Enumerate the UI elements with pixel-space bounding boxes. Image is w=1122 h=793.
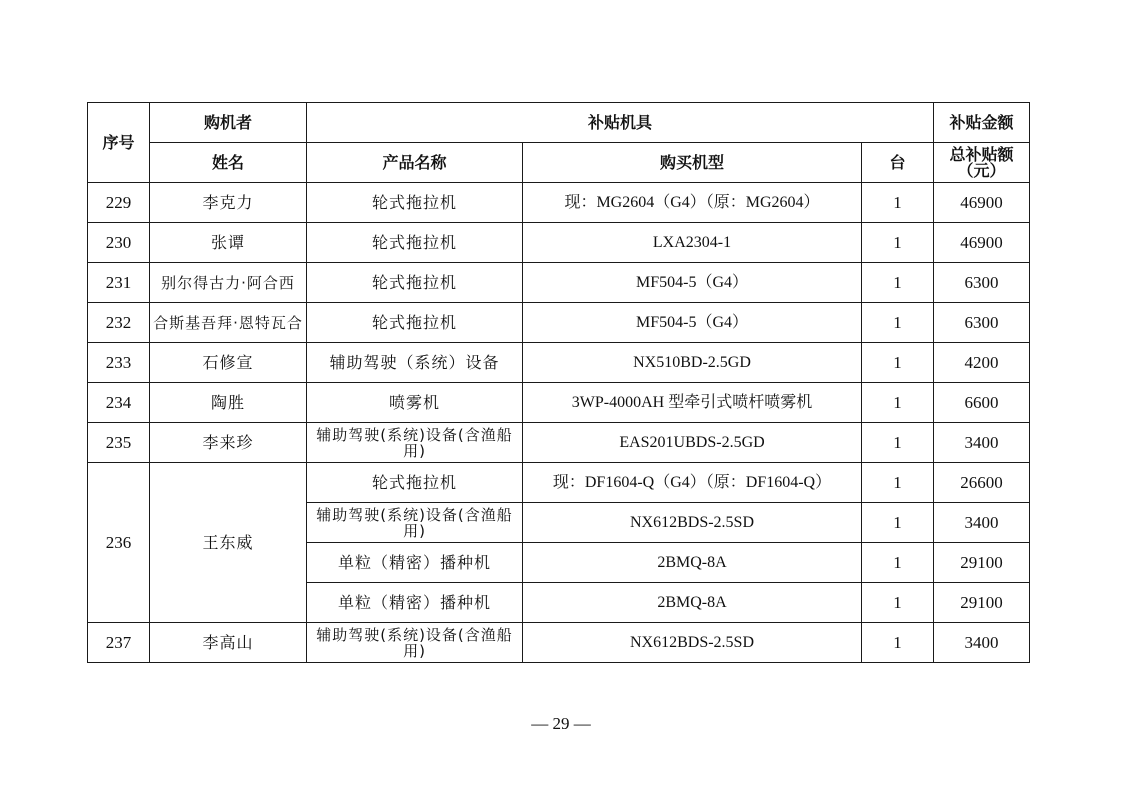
table-row bbox=[88, 463, 1030, 503]
cell-product: 单粒（精密）播种机 bbox=[307, 543, 523, 583]
header-subsidy-amount: 补贴金额 bbox=[934, 103, 1030, 143]
header-model: 购买机型 bbox=[523, 143, 862, 183]
cell-product: 喷雾机 bbox=[307, 383, 523, 423]
cell-model: 2BMQ-8A bbox=[523, 543, 862, 583]
cell-model: LXA2304-1 bbox=[523, 223, 862, 263]
header-name: 姓名 bbox=[150, 143, 307, 183]
cell-seq: 231 bbox=[88, 263, 150, 303]
cell-product: 单粒（精密）播种机 bbox=[307, 583, 523, 623]
cell-units: 1 bbox=[862, 183, 934, 223]
cell-amount: 3400 bbox=[934, 503, 1030, 543]
cell-name: 张谭 bbox=[150, 223, 307, 263]
cell-product: 辅助驾驶(系统)设备(含渔船用) bbox=[307, 623, 523, 663]
cell-units: 1 bbox=[862, 503, 934, 543]
cell-units: 1 bbox=[862, 383, 934, 423]
cell-name: 李高山 bbox=[150, 623, 307, 663]
cell-model: EAS201UBDS-2.5GD bbox=[523, 423, 862, 463]
cell-model: NX612BDS-2.5SD bbox=[523, 503, 862, 543]
header-row-1 bbox=[88, 103, 1030, 143]
cell-name: 王东威 bbox=[150, 463, 307, 623]
cell-units: 1 bbox=[862, 303, 934, 343]
cell-seq: 232 bbox=[88, 303, 150, 343]
cell-seq: 229 bbox=[88, 183, 150, 223]
cell-product: 轮式拖拉机 bbox=[307, 223, 523, 263]
cell-name: 李克力 bbox=[150, 183, 307, 223]
cell-amount: 6600 bbox=[934, 383, 1030, 423]
header-buyer: 购机者 bbox=[150, 103, 307, 143]
cell-product: 辅助驾驶(系统)设备(含渔船用) bbox=[307, 423, 523, 463]
cell-seq: 237 bbox=[88, 623, 150, 663]
cell-amount: 3400 bbox=[934, 423, 1030, 463]
cell-units: 1 bbox=[862, 623, 934, 663]
cell-units: 1 bbox=[862, 223, 934, 263]
cell-amount: 6300 bbox=[934, 303, 1030, 343]
header-row-2 bbox=[88, 143, 1030, 183]
cell-product: 辅助驾驶（系统）设备 bbox=[307, 343, 523, 383]
cell-product: 轮式拖拉机 bbox=[307, 263, 523, 303]
cell-units: 1 bbox=[862, 263, 934, 303]
table-row bbox=[88, 223, 1030, 263]
header-product-name: 产品名称 bbox=[307, 143, 523, 183]
cell-name: 合斯基吾拜·恩特瓦合 bbox=[150, 303, 307, 343]
cell-seq: 235 bbox=[88, 423, 150, 463]
cell-units: 1 bbox=[862, 463, 934, 503]
cell-units: 1 bbox=[862, 543, 934, 583]
subsidy-table bbox=[87, 102, 1030, 663]
cell-product: 轮式拖拉机 bbox=[307, 303, 523, 343]
header-units: 台 bbox=[862, 143, 934, 183]
cell-model: MF504-5（G4） bbox=[523, 303, 862, 343]
cell-name: 别尔得古力·阿合西 bbox=[150, 263, 307, 303]
cell-model: 2BMQ-8A bbox=[523, 583, 862, 623]
header-total-subsidy: 总补贴额（元） bbox=[934, 143, 1030, 183]
cell-seq: 236 bbox=[88, 463, 150, 623]
cell-name: 李来珍 bbox=[150, 423, 307, 463]
cell-name: 陶胜 bbox=[150, 383, 307, 423]
header-subsidized-machinery: 补贴机具 bbox=[307, 103, 934, 143]
cell-product: 辅助驾驶(系统)设备(含渔船用) bbox=[307, 503, 523, 543]
table-row bbox=[88, 183, 1030, 223]
cell-amount: 4200 bbox=[934, 343, 1030, 383]
cell-product: 轮式拖拉机 bbox=[307, 463, 523, 503]
cell-seq: 233 bbox=[88, 343, 150, 383]
table-row bbox=[88, 263, 1030, 303]
cell-name: 石修宣 bbox=[150, 343, 307, 383]
cell-model: NX510BD-2.5GD bbox=[523, 343, 862, 383]
cell-amount: 6300 bbox=[934, 263, 1030, 303]
header-seq: 序号 bbox=[88, 103, 150, 183]
cell-amount: 46900 bbox=[934, 183, 1030, 223]
cell-seq: 234 bbox=[88, 383, 150, 423]
cell-model: NX612BDS-2.5SD bbox=[523, 623, 862, 663]
table-row bbox=[88, 423, 1030, 463]
cell-units: 1 bbox=[862, 583, 934, 623]
cell-model: 现：DF1604-Q（G4）（原：DF1604-Q） bbox=[523, 463, 862, 503]
cell-units: 1 bbox=[862, 343, 934, 383]
cell-product: 轮式拖拉机 bbox=[307, 183, 523, 223]
cell-amount: 26600 bbox=[934, 463, 1030, 503]
cell-model: MF504-5（G4） bbox=[523, 263, 862, 303]
table-row bbox=[88, 343, 1030, 383]
cell-amount: 29100 bbox=[934, 583, 1030, 623]
cell-model: 现：MG2604（G4）（原：MG2604） bbox=[523, 183, 862, 223]
cell-amount: 46900 bbox=[934, 223, 1030, 263]
cell-amount: 29100 bbox=[934, 543, 1030, 583]
cell-amount: 3400 bbox=[934, 623, 1030, 663]
table-row bbox=[88, 303, 1030, 343]
cell-units: 1 bbox=[862, 423, 934, 463]
table-row bbox=[88, 623, 1030, 663]
cell-model: 3WP-4000AH 型牵引式喷杆喷雾机 bbox=[523, 383, 862, 423]
table-row bbox=[88, 383, 1030, 423]
cell-seq: 230 bbox=[88, 223, 150, 263]
page-number: — 29 — bbox=[531, 714, 591, 733]
